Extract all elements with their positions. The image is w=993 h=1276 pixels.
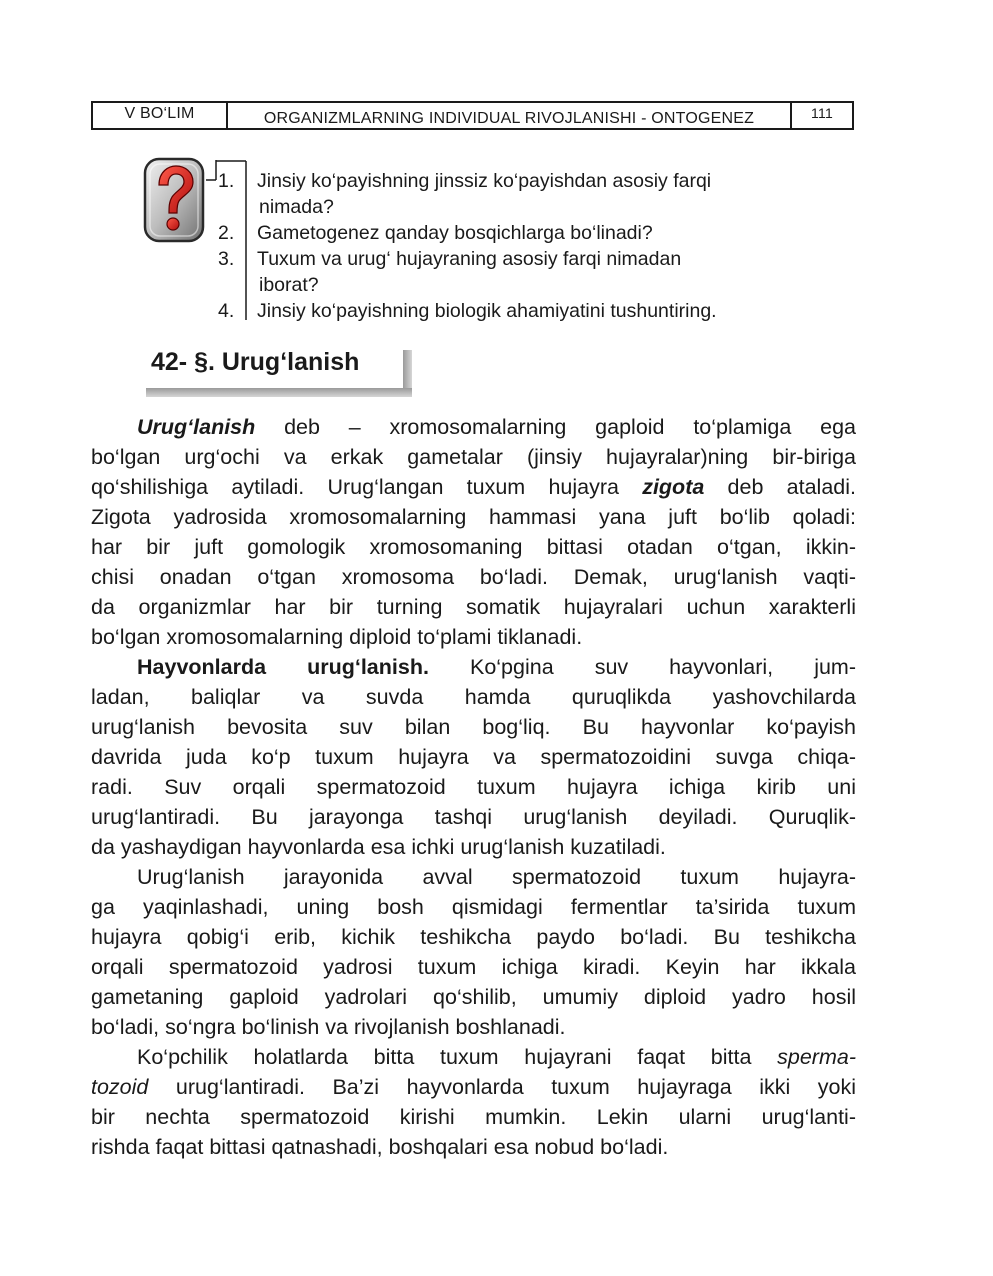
text-span: deb – xromosomalarning gaploid to‘plamiga ega (255, 415, 856, 439)
paragraph-heading: Hayvonlarda urug‘lanish. (137, 655, 429, 679)
text-line: da yashaydigan hayvonlarda esa ichki urug‘lanish kuzatiladi. (91, 835, 666, 859)
header-chapter: ORGANIZMLARNING INDIVIDUAL RIVOJLANISHI - ONTOGENEZ (228, 103, 792, 128)
question-number: 2. (218, 222, 235, 244)
text-span: Ko‘pchilik holatlarda bitta tuxum hujayrani faqat bitta (137, 1045, 778, 1069)
text-span: qo‘shilishiga aytiladi. Urug‘langan tuxum hujayra (91, 475, 643, 499)
question-number: 3. (218, 248, 235, 270)
question-item (218, 168, 838, 220)
text-span: Ko‘pgina suv hayvonlari, jum- (428, 655, 856, 679)
section-title: 42- §. Urug‘lanish (151, 348, 360, 376)
term-spermatozoid-cont: tozoid (91, 1075, 149, 1099)
page-number: 111 (811, 104, 833, 121)
text-line: da organizmlar har bir turning somatik hujayralari uchun xarakterli (91, 595, 856, 619)
header-section: V BO‘LIM (93, 103, 228, 128)
text-line: rishda faqat bittasi qatnashadi, boshqalari esa nobud bo‘ladi. (91, 1135, 669, 1159)
text-line: har bir juft gomologik xromosomaning bittasi otadan o‘tgan, ikkin- (91, 535, 856, 559)
question-text: Jinsiy ko‘payishning jinssiz ko‘payishdan asosiy farqi (257, 170, 712, 192)
text-line: bo‘lgan urg‘ochi va erkak gametalar (jinsiy hujayralar)ning bir-biriga (91, 445, 856, 469)
text-line (91, 1042, 856, 1072)
text-line: hujayra qobig‘i erib, kichik teshikcha paydo bo‘ladi. Bu teshikcha (91, 925, 856, 949)
text-line: davrida juda ko‘p tuxum hujayra va spermatozoidini suvga chiqa- (91, 745, 856, 769)
text-line: ga yaqinlashadi, uning bosh qismidagi fermentlar ta’sirida tuxum (91, 895, 856, 919)
text-line: Urug‘lanish jarayonida avval spermatozoid tuxum hujayra- (137, 865, 856, 889)
question-text: Gametogenez qanday bosqichlarga bo‘linadi? (257, 222, 653, 244)
text-line: ladan, baliqlar va suvda hamda quruqlikda yashovchilarda (91, 685, 856, 709)
question-item (218, 246, 838, 298)
question-text: Tuxum va urug‘ hujayraning asosiy farqi nimadan (257, 248, 682, 270)
review-questions (218, 168, 838, 324)
text-line: gametaning gaploid yadrolari qo‘shilib, umumiy diploid yadro hosil (91, 985, 856, 1009)
question-text: Jinsiy ko‘payishning biologik ahamiyatini tushuntiring. (257, 300, 717, 322)
text-line: urug‘lantiradi. Bu jarayonga tashqi urug‘lanish deyiladi. Quruqlik- (91, 805, 856, 829)
question-number: 4. (218, 300, 235, 322)
text-span: urug‘lantiradi. Ba’zi hayvonlarda tuxum hujayraga ikki yoki (148, 1075, 856, 1099)
text-line (91, 1072, 856, 1102)
body-text (91, 412, 856, 1162)
text-line: bir nechta spermatozoid kirishi mumkin. Lekin ularni urug‘lanti- (91, 1105, 856, 1129)
question-text-cont: nimada? (259, 196, 334, 218)
text-line: urug‘lanish bevosita suv bilan bog‘liq. Bu hayvonlar ko‘payish (91, 715, 856, 739)
question-text-cont: iborat? (259, 274, 319, 296)
text-line: Zigota yadrosida xromosomalarning hammasi yana juft bo‘lib qoladi: (91, 505, 856, 529)
question-mark-icon (143, 157, 207, 245)
text-span: deb ataladi. (704, 475, 856, 499)
question-number: 1. (218, 170, 235, 192)
running-header (91, 101, 854, 130)
text-line (91, 472, 856, 502)
question-item (218, 220, 838, 246)
text-line: chisi onadan o‘tgan xromosoma bo‘ladi. Demak, urug‘lanish vaqti- (91, 565, 856, 589)
text-line: bo‘lgan xromosomalarning diploid to‘plami tiklanadi. (91, 625, 583, 649)
text-line (91, 412, 856, 442)
title-shadow (146, 388, 412, 397)
text-line: bo‘ladi, so‘ngra bo‘linish va rivojlanish boshlanadi. (91, 1015, 566, 1039)
term-spermatozoid: sperma- (777, 1045, 856, 1069)
term-zigota: zigota (642, 475, 705, 499)
text-line (91, 652, 856, 682)
text-line: orqali spermatozoid yadrosi tuxum ichiga kiradi. Keyin har ikkala (91, 955, 856, 979)
question-item (218, 298, 838, 324)
text-line: radi. Suv orqali spermatozoid tuxum hujayra ichiga kirib uni (91, 775, 856, 799)
term-urug-lanish: Urug‘lanish (137, 415, 256, 439)
